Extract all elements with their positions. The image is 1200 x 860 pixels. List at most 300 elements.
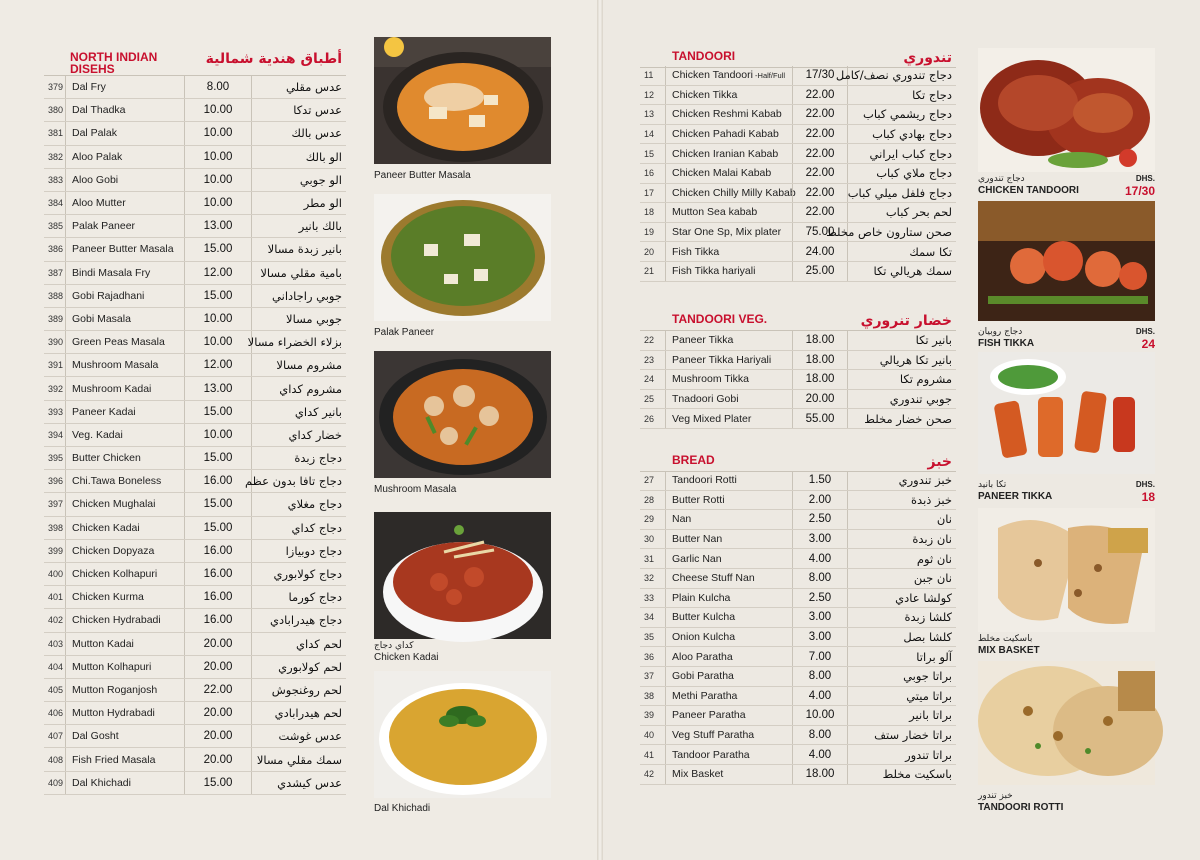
item-price: 20.00 — [184, 656, 252, 678]
item-name-en — [666, 334, 792, 346]
item-name-en-text: Mutton Roganjosh — [72, 683, 158, 696]
item-name-ar: دجاج تافا بدون عظم — [244, 474, 342, 489]
dhs-value: 18 — [1141, 490, 1155, 504]
item-name-ar: دجاج تندوري نصف/كامل — [835, 68, 952, 83]
item-price: 2.00 — [792, 491, 848, 510]
item-name-en — [66, 452, 184, 464]
item-name-ar: دجاج كولابوري — [273, 567, 342, 582]
item-name-en-text: Methi Paratha — [672, 689, 738, 702]
item-price: 15.00 — [184, 493, 252, 515]
item-name-en — [66, 151, 184, 163]
item-price: 20.00 — [184, 748, 252, 770]
item-name-en — [666, 265, 792, 277]
item-price: 4.00 — [792, 549, 848, 568]
item-name-en-text: Fish Tikka — [672, 245, 720, 258]
item-name-en-text: Mutton Kolhapuri — [72, 660, 152, 673]
item-name-en — [66, 614, 184, 626]
item-name-ar: لحم هيدرابادي — [274, 706, 342, 721]
item-name-ar: نان زبدة — [912, 532, 952, 547]
item-name-ar: الو مطر — [303, 196, 342, 211]
tandoori-title-ar: تندوري — [903, 50, 952, 66]
menu-row — [44, 447, 346, 470]
item-number: 402 — [44, 609, 66, 631]
menu-row — [640, 86, 956, 106]
item-name-en-text: Paneer Tikka — [672, 334, 734, 347]
photo-caption-en: Palak Paneer — [374, 327, 435, 338]
item-name-en-text: Tnadoori Gobi — [672, 393, 739, 406]
north-indian-title-ar: أطباق هندية شمالية — [205, 51, 342, 67]
item-number: 26 — [640, 409, 666, 428]
item-name-en-text: Chicken Tikka — [672, 88, 738, 101]
item-name-en — [66, 243, 184, 255]
item-number: 28 — [640, 491, 666, 510]
item-name-ar: بالك بانير — [298, 219, 342, 234]
menu-row — [640, 262, 956, 282]
chicken-kadai-caption — [374, 640, 438, 664]
item-name-en — [666, 494, 792, 506]
item-name-ar: دجاج تكا — [912, 87, 952, 102]
item-name-en-text: Chicken Kurma — [72, 591, 144, 604]
item-name-en-text: Dal Palak — [72, 127, 117, 140]
item-name-en-text: Aloo Mutter — [72, 197, 126, 210]
item-price: 16.00 — [184, 609, 252, 631]
item-name-en — [66, 220, 184, 232]
item-name-ar: لحم بحر كباب — [885, 205, 952, 220]
photo-caption-ar: تكا بانيد — [978, 480, 1007, 490]
item-name-en — [666, 69, 792, 81]
item-name-en-text: Chi.Tawa Boneless — [72, 475, 162, 488]
item-price: 3.00 — [792, 530, 848, 549]
item-name-en-text: Mushroom Tikka — [672, 373, 750, 386]
item-name-ar: دجاج بهادي كباب — [872, 127, 952, 142]
menu-row — [44, 262, 346, 285]
item-number: 394 — [44, 424, 66, 446]
item-name-en-text: Mutton Sea kabab — [672, 206, 758, 219]
menu-row — [640, 370, 956, 390]
item-name-ar: الو بالك — [305, 149, 342, 164]
menu-row — [640, 66, 956, 86]
item-number: 401 — [44, 586, 66, 608]
item-name-en — [666, 690, 792, 702]
palak-paneer-photo — [374, 194, 551, 321]
item-name-ar: جوبي مسالا — [286, 311, 342, 326]
item-name-en-text: Tandoori Rotti — [672, 474, 737, 487]
item-number: 15 — [640, 144, 666, 163]
item-number: 35 — [640, 628, 666, 647]
center-fold — [597, 0, 603, 860]
menu-row — [640, 687, 956, 707]
item-name-ar: خبز ذبدة — [911, 492, 952, 507]
item-price: 3.00 — [792, 628, 848, 647]
photo-caption-en: Paneer Butter Masala — [374, 170, 471, 181]
item-price: 15.00 — [184, 285, 252, 307]
item-name-ar: دجاج زبدة — [294, 451, 342, 466]
item-name-ar: دجاج هيدرابادي — [270, 613, 342, 628]
item-name-ar: كلشا بصل — [903, 630, 952, 645]
item-name-ar: خضار كداي — [288, 427, 342, 442]
item-name-ar: مشروم تكا — [899, 372, 952, 387]
photo-caption-ar: دجاج روبيان — [978, 327, 1023, 337]
tandoori-veg-list — [640, 331, 956, 429]
item-price: 10.00 — [184, 308, 252, 330]
item-name-en-text: Paneer Tikka Hariyali — [672, 353, 772, 366]
fish-tikka-price — [1100, 326, 1155, 350]
item-name-en-text: Aloo Palak — [72, 150, 123, 163]
item-name-en-text: Mushroom Masala — [72, 359, 159, 372]
menu-row — [640, 667, 956, 687]
item-number: 11 — [640, 66, 666, 85]
menu-row — [640, 569, 956, 589]
item-name-ar: دجاج ملاي كباب — [876, 166, 952, 181]
item-name-ar: صحن ستارون خاص مخلط — [826, 225, 952, 240]
photo-caption-en: FISH TIKKA — [978, 338, 1035, 349]
item-name-en-text: Veg. Kadai — [72, 428, 123, 441]
item-name-en — [666, 651, 792, 663]
item-name-en-text: Gobi Paratha — [672, 670, 734, 683]
item-name-en — [66, 313, 184, 325]
tandoori-veg-header — [640, 311, 956, 331]
palak-paneer-caption — [374, 327, 434, 339]
item-name-en-text: Dal Gosht — [72, 730, 119, 743]
item-name-en-text: Mutton Kadai — [72, 637, 134, 650]
menu-row — [44, 609, 346, 632]
menu-row — [640, 144, 956, 164]
menu-row — [44, 122, 346, 145]
item-number: 391 — [44, 354, 66, 376]
paneer-tikka-photo — [978, 352, 1155, 474]
item-price: 24.00 — [792, 242, 848, 261]
item-price: 15.00 — [184, 447, 252, 469]
item-number: 18 — [640, 203, 666, 222]
menu-row — [640, 491, 956, 511]
item-name-en — [66, 730, 184, 742]
menu-row — [44, 99, 346, 122]
item-name-en — [666, 670, 792, 682]
item-price: 15.00 — [184, 238, 252, 260]
tandoori-veg-title-en: TANDOORI VEG. — [672, 312, 768, 326]
menu-row — [640, 549, 956, 569]
item-name-en — [666, 768, 792, 780]
item-number: 17 — [640, 184, 666, 203]
menu-row — [640, 409, 956, 429]
item-number: 406 — [44, 702, 66, 724]
item-name-en — [66, 290, 184, 302]
tandoori-title-en: TANDOORI — [672, 49, 736, 63]
item-name-en-text: Cheese Stuff Nan — [672, 572, 755, 585]
menu-row — [640, 608, 956, 628]
item-number: 382 — [44, 146, 66, 168]
item-price: 8.00 — [792, 726, 848, 745]
menu-row — [44, 285, 346, 308]
menu-row — [640, 471, 956, 491]
item-name-en-text: Palak Paneer — [72, 220, 136, 233]
tandoori-rotti-caption — [978, 791, 1063, 813]
item-name-en — [666, 148, 792, 160]
photo-caption-ar: خبز تندور — [978, 791, 1013, 801]
item-name-en — [66, 754, 184, 766]
item-name-en-text: Chicken Dopyaza — [72, 544, 155, 557]
item-name-en — [666, 206, 792, 218]
photo-caption-en: CHICKEN TANDOORI — [978, 185, 1079, 196]
item-name-en-text: Chicken Kolhapuri — [72, 568, 158, 581]
item-price: 16.00 — [184, 563, 252, 585]
item-price: 7.00 — [792, 647, 848, 666]
item-name-ar: عدس بالك — [291, 126, 342, 141]
item-name-ar: آلو براتا — [916, 649, 952, 664]
item-name-ar: براتا ميتي — [906, 688, 952, 703]
item-price: 22.00 — [792, 86, 848, 105]
item-number: 390 — [44, 331, 66, 353]
item-price: 15.00 — [184, 401, 252, 423]
item-name-en-text: Mushroom Kadai — [72, 382, 152, 395]
item-name-en — [666, 513, 792, 525]
item-name-en — [66, 498, 184, 510]
item-number: 409 — [44, 772, 66, 794]
item-price: 10.00 — [184, 331, 252, 353]
menu-row — [640, 125, 956, 145]
item-number: 405 — [44, 679, 66, 701]
item-name-ar: صحن خضار مخلط — [864, 411, 952, 426]
item-name-en — [66, 661, 184, 673]
item-number: 384 — [44, 192, 66, 214]
item-price: 3.00 — [792, 608, 848, 627]
item-name-en-text: Chicken Chilly Milly Kabab — [672, 186, 796, 199]
item-price: 1.50 — [792, 471, 848, 490]
item-number: 388 — [44, 285, 66, 307]
item-name-ar: نان — [936, 512, 952, 527]
item-number: 387 — [44, 262, 66, 284]
item-price: 2.50 — [792, 510, 848, 529]
item-name-ar: تكا سمك — [909, 244, 952, 259]
dhs-label: DHS. — [1135, 480, 1155, 489]
item-price: 8.00 — [792, 667, 848, 686]
item-price: 10.00 — [184, 169, 252, 191]
item-name-en-text: Gobi Rajadhani — [72, 289, 145, 302]
menu-row — [640, 628, 956, 648]
item-number: 379 — [44, 76, 66, 98]
item-number: 404 — [44, 656, 66, 678]
menu-row — [44, 493, 346, 516]
item-name-en — [666, 749, 792, 761]
item-name-ar: عدس غوشت — [278, 729, 342, 744]
item-number: 408 — [44, 748, 66, 770]
menu-row — [44, 354, 346, 377]
item-number: 403 — [44, 633, 66, 655]
item-name-ar: لحم كولابوري — [278, 659, 342, 674]
item-number: 19 — [640, 223, 666, 242]
item-name-en — [666, 373, 792, 385]
item-name-en-text: Aloo Paratha — [672, 650, 733, 663]
item-name-en — [66, 267, 184, 279]
dhs-label: DHS. — [1135, 327, 1155, 336]
menu-row — [640, 164, 956, 184]
item-name-ar: خبز تندوري — [898, 473, 952, 488]
item-price: 8.00 — [792, 569, 848, 588]
item-name-ar: دجاج فلفل ميلي كباب — [847, 185, 952, 200]
item-name-en — [666, 553, 792, 565]
item-name-en — [66, 197, 184, 209]
item-name-en-text: Chicken Mughalai — [72, 498, 156, 511]
item-name-en — [66, 174, 184, 186]
tandoori-header — [640, 48, 956, 68]
chicken-tandoori-caption — [978, 174, 1079, 196]
item-name-ar: دجاج كداي — [291, 520, 342, 535]
item-price: 10.00 — [184, 192, 252, 214]
item-number: 393 — [44, 401, 66, 423]
item-name-en-text: Veg Stuff Paratha — [672, 729, 755, 742]
item-number: 21 — [640, 262, 666, 281]
mushroom-masala-caption — [374, 484, 456, 496]
item-name-en-text: Fish Tikka hariyali — [672, 265, 756, 278]
item-name-en — [666, 729, 792, 741]
menu-row — [44, 331, 346, 354]
mix-basket-photo — [978, 508, 1155, 632]
item-number: 383 — [44, 169, 66, 191]
menu-row — [44, 169, 346, 192]
item-price: 75.00 — [792, 223, 848, 242]
item-price: 12.00 — [184, 262, 252, 284]
item-name-en-text: Paneer Paratha — [672, 709, 746, 722]
item-name-en-text: Paneer Kadai — [72, 405, 136, 418]
bread-title-ar: خبز — [927, 454, 952, 470]
menu-row — [44, 725, 346, 748]
menu-row — [44, 563, 346, 586]
paneer-tikka-price — [1100, 479, 1155, 503]
tandoori-list — [640, 66, 956, 282]
item-name-en — [666, 108, 792, 120]
item-name-en — [666, 128, 792, 140]
item-price: 22.00 — [184, 679, 252, 701]
item-name-ar: بانير تكا هريالي — [879, 352, 952, 367]
item-number: 385 — [44, 215, 66, 237]
item-name-en-text: Chicken Iranian Kabab — [672, 147, 779, 160]
menu-row — [640, 510, 956, 530]
menu-row — [640, 765, 956, 785]
item-name-ar: براتا تندور — [905, 747, 952, 762]
menu-row — [44, 540, 346, 563]
item-number: 37 — [640, 667, 666, 686]
mushroom-masala-photo — [374, 351, 551, 478]
item-name-ar: عدس مقلي — [286, 80, 342, 95]
item-name-ar: دجاج دوبيازا — [285, 543, 342, 558]
item-name-en — [66, 545, 184, 557]
item-price: 4.00 — [792, 687, 848, 706]
tandoori-veg-title-ar: خضار تنروري — [860, 313, 952, 329]
item-name-en — [66, 638, 184, 650]
item-name-en-text: Veg Mixed Plater — [672, 412, 752, 425]
item-name-ar: بانير كداي — [294, 404, 342, 419]
item-price: 10.00 — [184, 122, 252, 144]
item-name-en — [666, 533, 792, 545]
item-number: 42 — [640, 765, 666, 784]
item-name-en-text: Butter Rotti — [672, 493, 725, 506]
photo-caption-ar: باسكيت مخلط — [978, 634, 1033, 644]
item-number: 14 — [640, 125, 666, 144]
item-number: 386 — [44, 238, 66, 260]
item-name-ar: نان جبن — [913, 571, 952, 586]
north-indian-title-en: NORTH INDIAN DISEHS — [70, 50, 158, 76]
item-price: 10.00 — [184, 146, 252, 168]
item-name-ar: عدس كيشدي — [277, 775, 342, 790]
item-price: 25.00 — [792, 262, 848, 281]
item-name-en-text: Tandoor Paratha — [672, 748, 750, 761]
item-name-en-text: Chicken Malai Kabab — [672, 167, 772, 180]
menu-row — [640, 105, 956, 125]
photo-caption-en: TANDOORI ROTTI — [978, 802, 1064, 813]
item-name-ar: بانير زبدة مسالا — [267, 242, 342, 257]
item-name-en-text: Chicken Tandoori — [672, 69, 753, 82]
item-price: 22.00 — [792, 203, 848, 222]
item-name-ar: بزلاء الخضراء مسالا — [247, 335, 342, 350]
dhs-value: 24 — [1141, 337, 1155, 351]
fish-tikka-caption — [978, 327, 1034, 349]
bread-title-en: BREAD — [672, 453, 715, 467]
item-price: 20.00 — [184, 725, 252, 747]
item-price: 10.00 — [184, 424, 252, 446]
item-number: 12 — [640, 86, 666, 105]
item-name-ar: براتا بانير — [909, 708, 952, 723]
menu-row — [44, 308, 346, 331]
item-name-ar: براتا جوبي — [903, 669, 952, 684]
item-price: 17/30 — [792, 66, 848, 85]
item-number: 23 — [640, 351, 666, 370]
item-number: 30 — [640, 530, 666, 549]
item-name-ar: لحم كداي — [296, 636, 342, 651]
menu-row — [44, 772, 346, 795]
tandoori-rotti-photo — [978, 661, 1155, 785]
item-number: 27 — [640, 471, 666, 490]
item-name-en-text: Chicken Kadai — [72, 521, 140, 534]
menu-row — [44, 401, 346, 424]
bread-list — [640, 471, 956, 785]
item-price: 16.00 — [184, 586, 252, 608]
menu-row — [44, 470, 346, 493]
bread-header — [640, 452, 956, 472]
item-name-en — [66, 707, 184, 719]
item-name-en-text: Chicken Hydrabadi — [72, 614, 161, 627]
item-name-en-text: Garlic Nan — [672, 552, 722, 565]
item-name-ar: جوبي راجاداني — [272, 288, 342, 303]
item-number: 20 — [640, 242, 666, 261]
item-name-en — [66, 522, 184, 534]
item-name-en-text: Gobi Masala — [72, 312, 131, 325]
menu-row — [44, 238, 346, 261]
north-indian-header — [44, 48, 346, 76]
item-name-en-text: Mix Basket — [672, 768, 724, 781]
item-name-ar: عدس تدكا — [293, 103, 342, 118]
item-number: 381 — [44, 122, 66, 144]
item-name-en-text: Onion Kulcha — [672, 631, 736, 644]
chicken-tandoori-photo — [978, 48, 1155, 172]
menu-row — [640, 390, 956, 410]
item-number: 392 — [44, 377, 66, 399]
item-name-ar: الو جوبي — [299, 172, 342, 187]
item-name-en — [666, 413, 792, 425]
paneer-tikka-caption — [978, 480, 1052, 502]
item-name-ar: مشروم مسالا — [276, 358, 342, 373]
menu-row — [640, 223, 956, 243]
item-name-en — [66, 336, 184, 348]
item-price: 18.00 — [792, 370, 848, 389]
chicken-kadai-photo — [374, 512, 551, 639]
item-number: 397 — [44, 493, 66, 515]
item-name-ar: براتا خضار ستف — [874, 728, 952, 743]
item-name-ar: دجاج مغلاي — [287, 497, 342, 512]
menu-row — [640, 589, 956, 609]
item-number: 40 — [640, 726, 666, 745]
item-number: 400 — [44, 563, 66, 585]
item-name-en-text: Dal Fry — [72, 81, 106, 94]
